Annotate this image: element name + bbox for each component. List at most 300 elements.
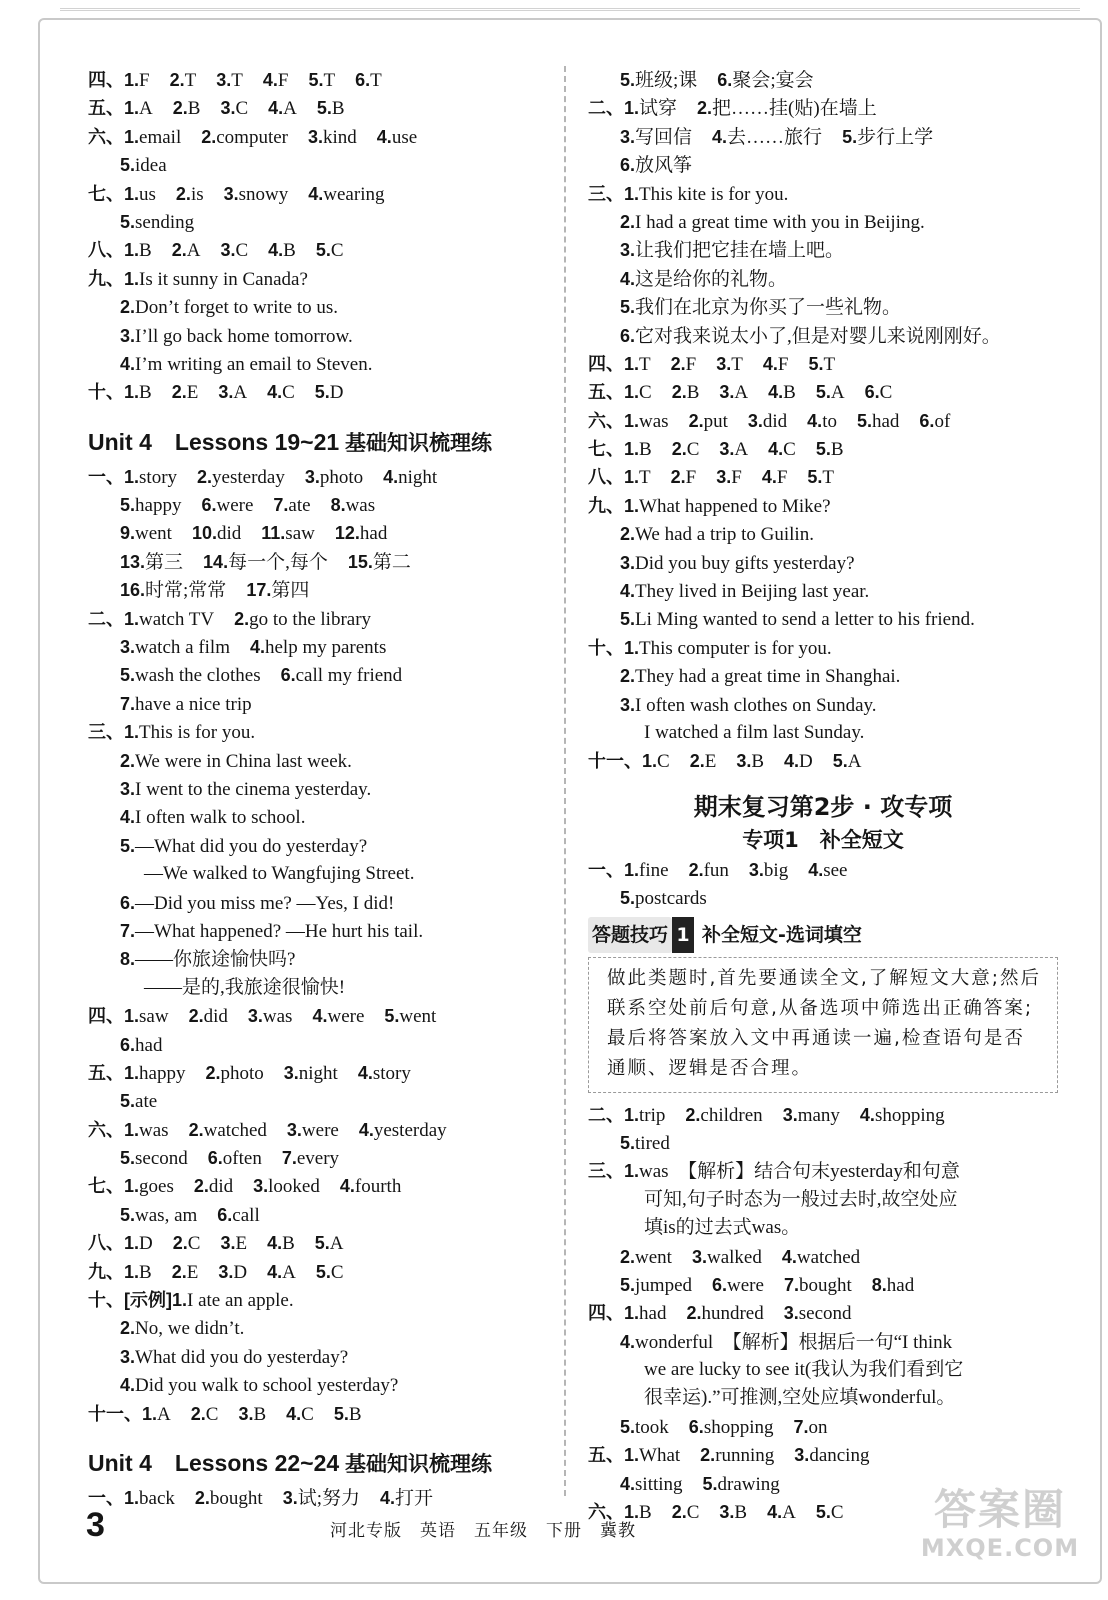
question-index: 九、 <box>88 1261 124 1282</box>
question-index: 九、 <box>588 495 624 516</box>
item-number: 1. <box>624 1445 640 1466</box>
item-number: 1. <box>624 859 640 880</box>
question-index: 九、 <box>88 268 124 289</box>
answer-line <box>88 519 558 547</box>
item-number: 2. <box>190 1403 206 1424</box>
item-number: 3. <box>308 126 324 147</box>
answer-text: B <box>783 382 796 404</box>
item-number: 4. <box>768 382 784 403</box>
answer-text: 去……旅行 <box>727 126 823 148</box>
item-number: 1. <box>124 608 140 629</box>
answer-text: fine <box>639 859 669 881</box>
answer-line <box>88 1201 558 1229</box>
answer-text: we are lucky to see it(我认为我们看到它 <box>644 1359 964 1381</box>
item-number: 2. <box>193 1176 209 1197</box>
answer-text: A <box>282 1261 296 1283</box>
item-number: 3. <box>218 382 234 403</box>
answer-text: B <box>639 439 652 461</box>
answer-text: dancing <box>809 1445 870 1467</box>
answer-line <box>88 747 558 775</box>
answer-text: photo <box>220 1062 264 1084</box>
answer-line <box>588 123 1058 151</box>
answer-text: Did you buy gifts yesterday? <box>635 552 855 574</box>
item-number: 6. <box>207 1148 223 1169</box>
answer-text: children <box>700 1104 763 1126</box>
answer-text: T <box>823 353 836 375</box>
section-subtitle: 专项1 补全短文 <box>742 827 904 852</box>
answer-text: kind <box>323 126 357 148</box>
question-index: 二、 <box>588 1104 624 1125</box>
answer-text: C <box>301 1403 314 1425</box>
item-number: 9. <box>120 523 136 544</box>
answer-line <box>88 1484 558 1512</box>
item-number: 14. <box>203 551 229 572</box>
answer-line <box>88 1059 558 1087</box>
item-number: 5. <box>333 1403 349 1424</box>
answer-text: often <box>222 1148 262 1170</box>
item-number: 2. <box>120 297 136 318</box>
item-number: 3. <box>782 1104 798 1125</box>
answer-text: F <box>139 70 150 91</box>
answer-text: B <box>751 751 765 773</box>
answer-line <box>88 576 558 604</box>
item-number: 1. <box>642 751 658 772</box>
answer-text: were <box>327 1006 365 1028</box>
answer-text: 班级;课 <box>635 70 698 91</box>
answer-line <box>88 917 558 945</box>
item-number: 1. <box>624 353 640 374</box>
answer-text: yesterday <box>212 466 285 488</box>
answer-text: second <box>135 1148 188 1170</box>
answer-text: C <box>783 439 796 461</box>
unit-heading-title: Unit 4 Lessons 19~21 <box>88 428 340 455</box>
answer-line <box>588 350 1058 378</box>
answer-line <box>88 633 558 661</box>
item-number: 2. <box>172 98 188 119</box>
item-number: 2. <box>685 1104 701 1125</box>
item-number: 3. <box>620 694 636 715</box>
item-number: 1. <box>124 1006 140 1027</box>
item-number: 1. <box>124 466 140 487</box>
question-index: 十一、 <box>88 1403 142 1424</box>
question-index: 一、 <box>88 1487 124 1508</box>
item-number: 4. <box>620 268 636 289</box>
answer-text: 时常;常常 <box>145 580 227 602</box>
answer-line <box>88 1229 558 1257</box>
answer-text: E <box>704 751 717 773</box>
item-number: 3. <box>620 126 636 147</box>
answer-text: B <box>348 1403 362 1425</box>
answer-line <box>88 1343 558 1371</box>
item-number: 4. <box>262 70 278 90</box>
answer-text: did <box>216 523 242 545</box>
answer-line <box>588 435 1058 463</box>
answer-text: 这是给你的礼物。 <box>635 268 788 290</box>
item-number: 1. <box>124 1119 140 1140</box>
answer-text: goes <box>139 1176 174 1198</box>
item-number: 4. <box>620 1473 636 1494</box>
answer-text: D <box>329 382 344 404</box>
answer-text: did <box>208 1176 234 1198</box>
answer-text: A <box>186 240 201 262</box>
answer-text: went <box>399 1006 437 1028</box>
question-index: 二、 <box>88 608 124 629</box>
item-number: 3. <box>247 1006 263 1027</box>
item-number: 5. <box>620 1132 636 1153</box>
answer-text: watched <box>203 1119 267 1141</box>
answer-text: 它对我来说太小了,但是对婴儿来说刚刚好。 <box>635 325 1001 347</box>
answer-line <box>588 293 1058 321</box>
answer-line <box>588 1328 1058 1356</box>
item-number: 5. <box>384 1006 400 1027</box>
item-number: 1. <box>124 98 140 119</box>
answer-line <box>88 491 558 519</box>
item-number: 1. <box>124 1487 140 1508</box>
question-index: 三、 <box>588 183 624 204</box>
answer-text: fourth <box>354 1176 402 1198</box>
item-number: 2. <box>120 1318 136 1339</box>
answer-text: walked <box>706 1246 762 1268</box>
answer-line <box>88 350 558 378</box>
answer-line <box>88 378 558 406</box>
tip-number: 1 <box>672 917 694 953</box>
item-number: 2. <box>620 524 636 545</box>
item-number: 3. <box>794 1445 810 1466</box>
item-number: 4. <box>308 183 324 204</box>
answer-text: 第四 <box>271 580 310 602</box>
item-number: 4. <box>620 581 636 602</box>
answer-line <box>588 1413 1058 1441</box>
answer-text: call <box>232 1204 260 1226</box>
item-number: 5. <box>856 410 872 431</box>
answer-text: 试;努力 <box>297 1487 360 1509</box>
answer-text: T <box>231 70 243 91</box>
question-index: 八、 <box>88 1233 124 1254</box>
answer-text: F <box>685 353 697 375</box>
column-divider <box>564 66 566 1496</box>
tip-title: 补全短文-选词填空 <box>702 923 862 946</box>
answer-text: 把……挂(贴)在墙上 <box>712 98 877 120</box>
answer-text: —We walked to Wangfujing Street. <box>144 863 415 885</box>
answer-text: was <box>639 410 669 432</box>
answer-text: on <box>808 1416 828 1438</box>
item-number: 2. <box>686 1303 702 1324</box>
answer-text: C <box>686 439 700 461</box>
item-number: 1. <box>624 495 640 516</box>
answer-text: C <box>657 751 670 773</box>
question-index: 四、 <box>88 1006 124 1027</box>
answer-text: T <box>184 70 197 91</box>
answer-text: went <box>135 523 172 545</box>
unit-heading-subtitle: 基础知识梳理练 <box>339 431 493 455</box>
watermark-logo <box>905 1486 1095 1574</box>
item-number: 6. <box>280 665 296 686</box>
unit-heading-subtitle: 基础知识梳理练 <box>339 1452 493 1476</box>
answer-text: took <box>635 1416 669 1438</box>
item-number: 5. <box>120 1204 136 1225</box>
item-number: 1. <box>124 240 140 261</box>
question-index: 十、 <box>588 637 624 658</box>
item-number: 2. <box>620 666 636 687</box>
answer-text: D <box>233 1261 248 1283</box>
answer-text: A <box>734 439 749 461</box>
item-number: 4. <box>859 1104 875 1125</box>
page-footer <box>86 1506 786 1546</box>
item-number: 5. <box>120 665 136 686</box>
answer-text: A <box>830 382 845 404</box>
item-number: 2. <box>171 382 187 403</box>
answer-text: —Did you miss me? —Yes, I did! <box>135 892 395 914</box>
item-number: 4. <box>312 1006 328 1027</box>
answer-line <box>88 1286 558 1314</box>
item-number: 6. <box>717 70 733 90</box>
answer-text: C <box>879 382 893 404</box>
answer-line <box>588 66 1058 94</box>
answer-text: C <box>235 240 249 262</box>
item-number: 6. <box>712 1274 728 1295</box>
answer-text: had <box>886 1274 915 1296</box>
answer-text: was, am <box>135 1204 198 1226</box>
item-number: 7. <box>120 693 136 714</box>
answer-text: happy <box>139 1062 186 1084</box>
answer-line <box>588 407 1058 435</box>
answer-text: We were in China last week. <box>135 750 352 772</box>
answer-text: night <box>298 1062 338 1084</box>
item-number: 4. <box>357 1062 373 1083</box>
answer-text: B <box>139 382 152 404</box>
answer-text: ate <box>288 495 311 517</box>
answer-line <box>88 548 558 576</box>
answer-text: A <box>782 1502 796 1524</box>
item-number: 4. <box>249 637 265 658</box>
answer-line <box>88 605 558 633</box>
answer-line <box>88 265 558 293</box>
answer-line <box>588 265 1058 293</box>
answer-text: B <box>253 1403 267 1425</box>
item-number: 1. <box>624 467 640 488</box>
item-number: 2. <box>670 353 686 374</box>
item-number: 12. <box>334 523 360 544</box>
answer-text: A <box>283 98 297 120</box>
answer-line <box>88 1002 558 1030</box>
answer-text: saw <box>139 1006 169 1028</box>
item-number: 4. <box>762 353 778 374</box>
item-number: 2. <box>171 240 187 261</box>
item-number: 5. <box>620 1416 636 1437</box>
item-number: 4. <box>267 1233 283 1254</box>
answer-text: sending <box>135 211 195 233</box>
question-index: 二、 <box>588 98 624 119</box>
answer-text: 步行上学 <box>857 126 934 148</box>
watermark-text: 答案圈 <box>933 1485 1066 1534</box>
item-number: 2. <box>234 608 250 629</box>
answer-text: —What did you do yesterday? <box>135 835 368 857</box>
item-number: 4. <box>339 1176 355 1197</box>
answer-text: A <box>734 382 749 404</box>
item-number: 5. <box>620 888 636 909</box>
answer-text: sitting <box>635 1473 683 1495</box>
item-number: 4. <box>761 467 777 488</box>
answer-text: call my friend <box>295 665 403 687</box>
watermark-url: MXQE.COM <box>920 1534 1080 1562</box>
answer-text: I’m writing an email to Steven. <box>135 353 373 375</box>
item-number: 1. <box>124 1233 140 1254</box>
answer-line <box>88 180 558 208</box>
answer-text: happy <box>135 495 182 517</box>
item-number: 2. <box>671 439 687 460</box>
answer-text: F <box>776 467 788 489</box>
answer-text: B <box>331 98 345 120</box>
answer-text: B <box>639 1502 652 1524</box>
answer-text: wonderful 【解析】根据后一句“I think <box>635 1331 953 1353</box>
answer-line <box>588 1157 1058 1185</box>
item-number: 4. <box>379 1487 395 1508</box>
answer-text: 聚会;宴会 <box>732 70 814 91</box>
answer-text: use <box>391 126 418 148</box>
question-index: 四、 <box>88 70 124 90</box>
tip-badge: 答题技巧 <box>588 917 672 953</box>
item-number: 4. <box>286 1403 302 1424</box>
answer-line <box>88 236 558 264</box>
item-number: 3. <box>304 466 320 487</box>
answer-text: A <box>157 1403 171 1425</box>
answer-text: shopping <box>703 1416 774 1438</box>
answer-text: This kite is for you. <box>639 183 789 205</box>
item-number: 2. <box>172 1233 188 1254</box>
item-number: 4. <box>807 410 823 431</box>
item-number: 5. <box>314 1233 330 1254</box>
answer-text: big <box>763 859 789 881</box>
answer-line <box>88 1087 558 1115</box>
answer-text: wash the clothes <box>135 665 261 687</box>
question-index: 八、 <box>588 467 624 488</box>
answer-text: I’ll go back home tomorrow. <box>135 325 353 347</box>
answer-text: T <box>639 467 651 489</box>
answer-text: C <box>187 1233 201 1255</box>
item-number: 6. <box>201 495 217 516</box>
item-number: 1. <box>624 382 640 403</box>
item-number: 1. <box>624 637 640 658</box>
answer-text: C <box>282 382 295 404</box>
answer-text: I often wash clothes on Sunday. <box>635 694 877 716</box>
item-number: 2. <box>620 1246 636 1267</box>
answer-text: C <box>205 1403 219 1425</box>
item-number: 5. <box>314 382 330 403</box>
item-number: 1. <box>624 183 640 204</box>
answer-text: I ate an apple. <box>187 1290 294 1312</box>
answer-text: No, we didn’t. <box>135 1318 245 1340</box>
item-number: 5. <box>815 439 831 460</box>
item-number: 5. <box>120 495 136 516</box>
answer-text: F <box>277 70 289 91</box>
answer-text: 放风筝 <box>635 155 693 177</box>
answer-text: saw <box>285 523 315 545</box>
item-number: 2. <box>688 859 704 880</box>
question-index: 七、 <box>588 439 624 460</box>
item-number: 2. <box>697 98 713 119</box>
item-number: 7. <box>783 1274 799 1295</box>
answer-line <box>588 1441 1058 1469</box>
item-number: 6. <box>217 1204 233 1225</box>
answer-line <box>588 719 1058 747</box>
answer-line <box>588 1384 1058 1412</box>
question-index: 三、 <box>88 722 124 743</box>
question-index: 一、 <box>88 466 124 487</box>
item-number: 2. <box>205 1062 221 1083</box>
answer-line <box>88 661 558 689</box>
item-number: 6. <box>120 892 136 913</box>
item-number: 5. <box>315 1261 331 1282</box>
item-number: 1. <box>124 126 140 147</box>
answer-text: —What happened? —He hurt his tail. <box>135 920 424 942</box>
item-number: 1. <box>124 183 140 204</box>
item-number: 6. <box>355 70 371 90</box>
answer-text: yesterday <box>373 1119 447 1141</box>
answer-text: 试穿 <box>639 98 678 120</box>
answer-text: What <box>639 1445 681 1467</box>
right-column <box>588 66 1058 1526</box>
answer-line <box>88 94 558 122</box>
question-index: 十一、 <box>588 751 642 772</box>
answer-text: of <box>934 410 951 432</box>
answer-text: many <box>797 1104 840 1126</box>
item-number: 1. <box>142 1403 158 1424</box>
answer-text: B <box>282 1233 295 1255</box>
answer-line <box>588 378 1058 406</box>
answer-line <box>88 945 558 973</box>
item-number: 3. <box>120 1346 136 1367</box>
item-number: 1. <box>624 1161 640 1182</box>
answer-text: second <box>798 1303 852 1325</box>
item-number: 3. <box>283 1062 299 1083</box>
answer-text: E <box>186 1261 199 1283</box>
answer-line <box>88 1172 558 1200</box>
answer-text: B <box>139 240 152 262</box>
item-number: 3. <box>220 98 236 119</box>
answer-text: A <box>329 1233 344 1255</box>
answer-text: were <box>727 1274 764 1296</box>
answer-text: I had a great time with you in Beijing. <box>635 211 925 233</box>
answer-text: watched <box>796 1246 861 1268</box>
answer-text: help my parents <box>265 637 387 659</box>
item-number: 4. <box>768 439 784 460</box>
item-number: 3. <box>620 552 636 573</box>
item-number: 5. <box>308 70 324 90</box>
answer-text: is <box>190 183 204 205</box>
answer-text: 可知,句子时态为一般过去时,故空处应 <box>644 1188 958 1210</box>
answer-line <box>88 974 558 1002</box>
answer-line <box>88 1371 558 1399</box>
answer-text: watch a film <box>135 637 230 659</box>
item-number: 2. <box>688 410 704 431</box>
item-number: 7. <box>281 1148 297 1169</box>
answer-text: bought <box>798 1274 852 1296</box>
answer-line <box>588 1243 1058 1271</box>
item-number: 2. <box>201 126 217 147</box>
answer-text: 每一个,每个 <box>228 551 328 573</box>
item-number: 5. <box>842 126 858 147</box>
item-number: 1. <box>124 70 140 90</box>
item-number: 5. <box>620 1274 636 1295</box>
answer-line <box>88 889 558 917</box>
item-number: 5. <box>808 353 824 374</box>
answer-line <box>88 1314 558 1342</box>
item-number: 3. <box>120 778 136 799</box>
item-number: 2. <box>188 1006 204 1027</box>
answer-text: hundred <box>701 1303 764 1325</box>
answer-text: A <box>139 98 153 120</box>
answer-text: snowy <box>238 183 289 205</box>
